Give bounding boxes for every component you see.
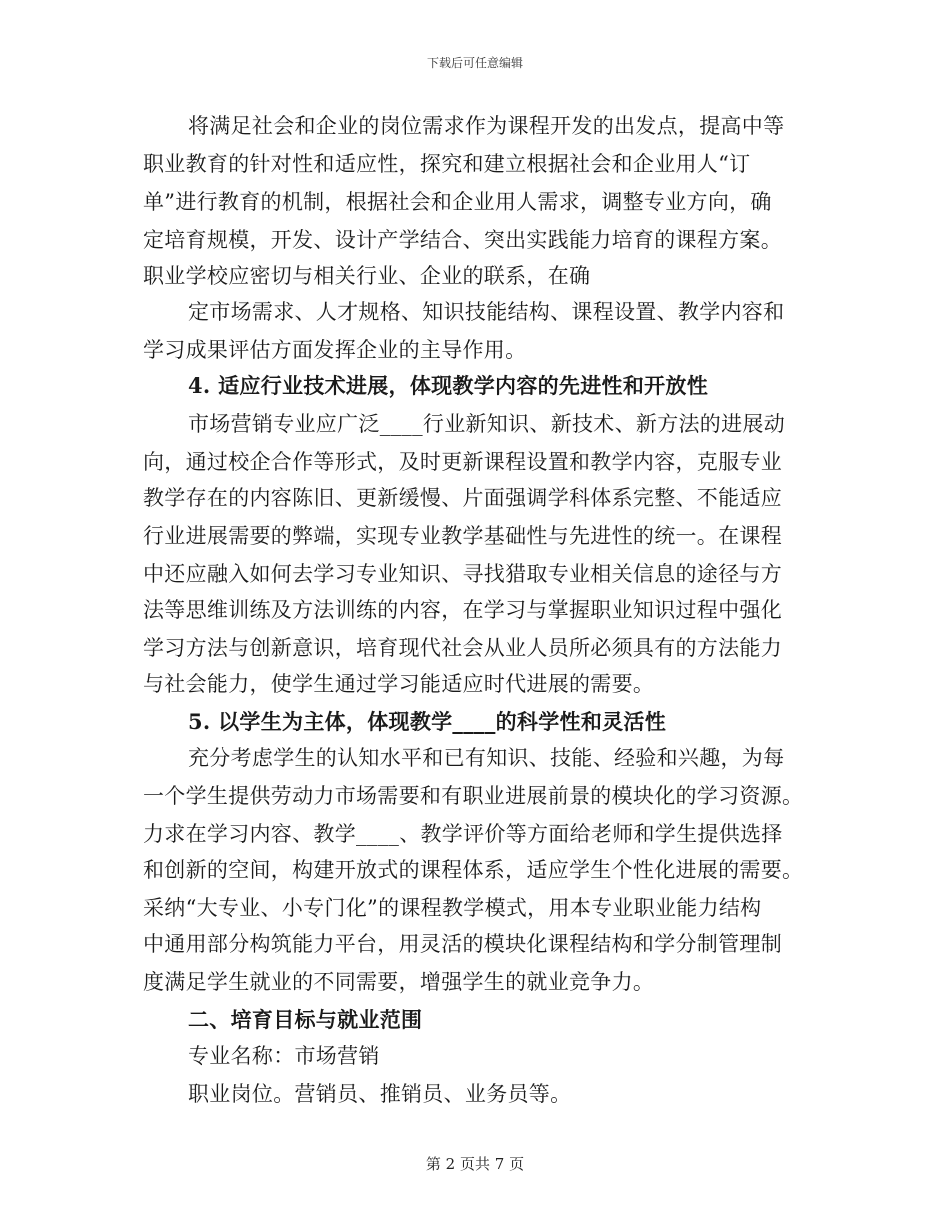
text-line: 与社会能力，使学生通过学习能适应时代进展的需要。 bbox=[143, 672, 655, 696]
text-line: 充分考虑学生的认知水平和已有知识、技能、经验和兴趣，为每 bbox=[188, 746, 785, 770]
text-line: 学习方法与创新意识，培育现代社会从业人员所必须具有的方法能力 bbox=[143, 636, 782, 660]
text-line: 和创新的空间，构建开放式的课程体系，适应学生个性化进展的需要。 bbox=[143, 858, 804, 882]
text-line: 向，通过校企合作等形式，及时更新课程设置和教学内容，克服专业 bbox=[143, 450, 782, 474]
text-line: 采纳“大专业、小专门化”的课程教学模式，用本专业职业能力结构 bbox=[143, 896, 762, 920]
text-line: 一个学生提供劳动力市场需要和有职业进展前景的模块化的学习资源。 bbox=[143, 784, 804, 808]
text-line: 职业岗位。营销员、推销员、业务员等。 bbox=[188, 1082, 572, 1106]
text-line: 力求在学习内容、教学____、教学评价等方面给老师和学生提供选择 bbox=[143, 822, 783, 846]
text-line: 将满足社会和企业的岗位需求作为课程开发的出发点，提高中等 bbox=[188, 114, 785, 138]
section-heading-4: 4. 适应行业技术进展，体现教学内容的先进性和开放性 bbox=[188, 373, 709, 398]
text-line: 行业进展需要的弊端，实现专业教学基础性与先进性的统一。在课程 bbox=[143, 524, 782, 548]
text-line: 学习成果评估方面发挥企业的主导作用。 bbox=[143, 338, 527, 362]
text-line: 定市场需求、人才规格、知识技能结构、课程设置、教学内容和 bbox=[188, 300, 785, 324]
section-heading-2: 二、培育目标与就业范围 bbox=[188, 1007, 423, 1032]
text-line: 教学存在的内容陈旧、更新缓慢、片面强调学科体系完整、不能适应 bbox=[143, 486, 782, 510]
page-footer: 第 2 页共 7 页 bbox=[425, 1155, 525, 1173]
section-heading-5: 5. 以学生为主体，体现教学____的科学性和灵活性 bbox=[188, 709, 667, 734]
text-line: 中通用部分构筑能力平台，用灵活的模块化课程结构和学分制管理制 bbox=[143, 932, 782, 956]
text-line: 单”进行教育的机制，根据社会和企业用人需求，调整专业方向，确 bbox=[143, 190, 772, 214]
text-line: 专业名称：市场营销 bbox=[188, 1044, 380, 1068]
text-line: 法等思维训练及方法训练的内容，在学习与掌握职业知识过程中强化 bbox=[143, 598, 782, 622]
text-line: 度满足学生就业的不同需要，增强学生的就业竞争力。 bbox=[143, 970, 655, 994]
text-line: 市场营销专业应广泛____行业新知识、新技术、新方法的进展动 bbox=[188, 412, 785, 436]
text-line: 中还应融入如何去学习专业知识、寻找猎取专业相关信息的途径与方 bbox=[143, 562, 782, 586]
page-header: 下载后可任意编辑 bbox=[426, 56, 523, 70]
text-line: 定培育规模，开发、设计产学结合、突出实践能力培育的课程方案。 bbox=[143, 228, 782, 252]
text-line: 职业学校应密切与相关行业、企业的联系，在确 bbox=[143, 264, 591, 288]
text-line: 职业教育的针对性和适应性，探究和建立根据社会和企业用人“订 bbox=[143, 152, 751, 176]
